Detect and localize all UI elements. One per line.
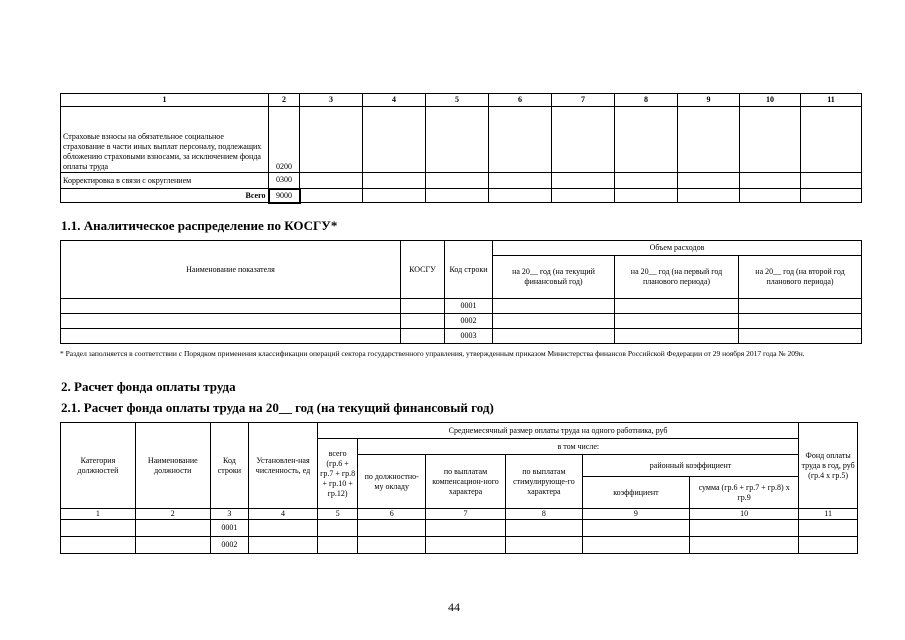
table-cell [678, 173, 740, 189]
table-cell [739, 329, 862, 344]
col-total-header: всего (гр.6 + гр.7 + гр.8 + гр.10 + гр.12) [317, 439, 357, 509]
col-sum-header: сумма (гр.6 + гр.7 + гр.8) х гр.9 [690, 477, 799, 509]
table-cell [678, 189, 740, 203]
table-cell [799, 520, 858, 537]
col-category-header: Категория должностей [61, 423, 136, 509]
table-cell [61, 314, 401, 329]
payroll-table [60, 422, 858, 554]
insurance-table [60, 93, 862, 204]
table-cell [401, 329, 445, 344]
header-cell: 11 [801, 94, 862, 107]
table-cell [615, 189, 678, 203]
table-row [61, 299, 862, 314]
table-cell [505, 520, 582, 537]
table-cell [505, 537, 582, 554]
col-number: 3 [210, 509, 248, 520]
table-cell [801, 189, 862, 203]
col-number: 5 [317, 509, 357, 520]
row-label: Корректировка в связи с округлением [61, 173, 269, 189]
header-cell: 7 [552, 94, 615, 107]
table-cell [615, 299, 739, 314]
col-number: 9 [582, 509, 689, 520]
page-number: 44 [448, 600, 460, 614]
table-cell [552, 173, 615, 189]
header-cell: 6 [489, 94, 552, 107]
table-cell [363, 189, 426, 203]
col-year2-header: на 20__ год (на первый год планового периода) [615, 256, 739, 299]
table-cell [739, 299, 862, 314]
table-cell [401, 299, 445, 314]
column-numbers-row [61, 509, 858, 520]
col-regional-header: районный коэффициент [582, 455, 798, 477]
col-name-header: Наименование показателя [61, 241, 401, 299]
header-cell: 9 [678, 94, 740, 107]
table-cell [690, 520, 799, 537]
table-cell [801, 173, 862, 189]
table-cell [582, 520, 689, 537]
row-code: 9000 [269, 189, 300, 203]
header-cell: 10 [740, 94, 801, 107]
table-cell [317, 537, 357, 554]
table-cell [615, 329, 739, 344]
header-cell: 5 [426, 94, 489, 107]
header-cell: 1 [61, 94, 269, 107]
table-cell [552, 107, 615, 173]
row-label: Всего [61, 189, 269, 203]
col-kosgu-header: КОСГУ [401, 241, 445, 299]
table-cell [426, 520, 506, 537]
col-number: 11 [799, 509, 858, 520]
table-cell [493, 314, 615, 329]
table-cell [300, 189, 363, 203]
table-cell [317, 520, 357, 537]
header-cell: 3 [300, 94, 363, 107]
table-cell [489, 173, 552, 189]
table-cell [61, 520, 136, 537]
table-cell [801, 107, 862, 173]
header-cell: 2 [269, 94, 300, 107]
header-cell: 8 [615, 94, 678, 107]
table-cell [426, 173, 489, 189]
table-cell [363, 107, 426, 173]
table-cell [489, 189, 552, 203]
table-row [61, 329, 862, 344]
table-cell [615, 314, 739, 329]
col-comp-header: по выплатам компенсацион-ного характера [426, 455, 506, 509]
col-coef-header: коэффициент [582, 477, 689, 509]
col-code-header: Код строки [210, 423, 248, 509]
table-cell [740, 189, 801, 203]
row-code: 0001 [445, 299, 493, 314]
table-cell [615, 107, 678, 173]
col-salary-header: по должностно-му окладу [358, 455, 426, 509]
table-cell [740, 107, 801, 173]
table-cell [300, 173, 363, 189]
table-row [61, 173, 862, 189]
table-cell [615, 173, 678, 189]
section-2-title: 2. Расчет фонда оплаты труда [61, 379, 236, 394]
table-cell [401, 314, 445, 329]
table-row [61, 314, 862, 329]
row-code: 0300 [269, 173, 300, 189]
table-cell [135, 537, 210, 554]
table-cell [249, 520, 318, 537]
header-cell: 4 [363, 94, 426, 107]
table-cell [61, 537, 136, 554]
kosgu-table [60, 240, 862, 344]
row-code: 0002 [210, 537, 248, 554]
col-number: 1 [61, 509, 136, 520]
col-volume-header: Объем расходов [493, 241, 862, 256]
table-cell [61, 299, 401, 314]
table-cell [489, 107, 552, 173]
table-cell [690, 537, 799, 554]
section-1-1-title: 1.1. Аналитическое распределение по КОСГУ* [61, 218, 338, 233]
col-staff-header: Установлен-ная численность, ед [249, 423, 318, 509]
table-cell [249, 537, 318, 554]
col-year3-header: на 20__ год (на второй год планового периода) [739, 256, 862, 299]
row-code: 0002 [445, 314, 493, 329]
row-code: 0200 [269, 107, 300, 173]
section-2-1-title: 2.1. Расчет фонда оплаты труда на 20__ год (на текущий финансовый год) [61, 400, 494, 415]
table-row [61, 107, 862, 173]
col-fund-header: Фонд оплаты труда в год, руб (гр.4 х гр.5) [799, 423, 858, 509]
table-cell [426, 537, 506, 554]
table-cell [582, 537, 689, 554]
table-row [61, 537, 858, 554]
col-year1-header: на 20__ год (на текущий финансовый год) [493, 256, 615, 299]
col-code-header: Код строки [445, 241, 493, 299]
table-cell [493, 329, 615, 344]
table-cell [358, 520, 426, 537]
row-code: 0003 [445, 329, 493, 344]
col-position-header: Наименование должности [135, 423, 210, 509]
table-cell [426, 189, 489, 203]
col-avg-salary-header: Среднемесячный размер оплаты труда на одного работника, руб [317, 423, 798, 439]
table-cell [740, 173, 801, 189]
table-cell [739, 314, 862, 329]
col-stim-header: по выплатам стимулирующе-го характера [505, 455, 582, 509]
col-number: 8 [505, 509, 582, 520]
col-number: 10 [690, 509, 799, 520]
row-code: 0001 [210, 520, 248, 537]
table-cell [552, 189, 615, 203]
table-cell [135, 520, 210, 537]
table-cell [300, 107, 363, 173]
table-cell [799, 537, 858, 554]
col-number: 4 [249, 509, 318, 520]
col-number: 2 [135, 509, 210, 520]
table-cell [678, 107, 740, 173]
table-cell [363, 173, 426, 189]
footnote: * Раздел заполняется в соответствии с Порядком применения классификации операций сектора государственного управления, утвержденным приказом Министерства финансов Российской Федерации от 29 ноября 2017 года № 209н. [60, 349, 805, 358]
table-cell [358, 537, 426, 554]
table-cell [61, 329, 401, 344]
table-cell [426, 107, 489, 173]
row-label: Страховые взносы на обязательное социальное страхование в части иных выплат персоналу, подлежащих обложению страховыми взносами, за исключением фонда оплаты труда [61, 107, 269, 173]
table-cell [493, 299, 615, 314]
col-number: 6 [358, 509, 426, 520]
table-header-row [61, 94, 862, 107]
col-including-header: в том числе: [358, 439, 799, 455]
table-row [61, 520, 858, 537]
table-row-total [61, 189, 862, 203]
col-number: 7 [426, 509, 506, 520]
